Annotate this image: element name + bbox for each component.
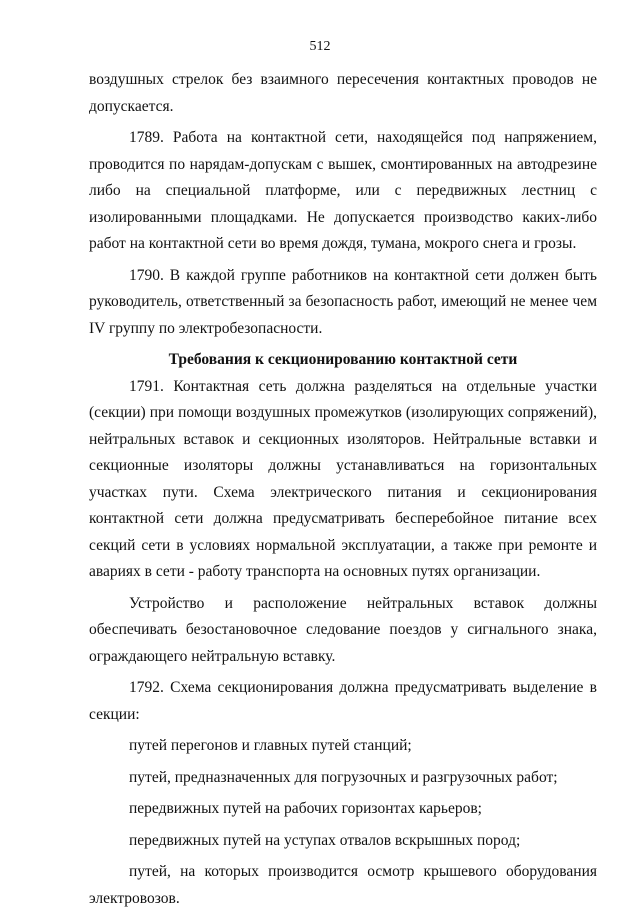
paragraph-1792: 1792. Схема секционирования должна предусматривать выделение в секции: bbox=[89, 679, 597, 723]
document-body bbox=[89, 67, 597, 912]
list-item-inspection-tracks: путей, на которых производится осмотр крышевого оборудования электровозов. bbox=[89, 863, 597, 907]
paragraph-1790: 1790. В каждой группе работников на контактной сети должен быть руководитель, ответственный за безопасность работ, имеющий не менее чем IV группу по электробезопасности. bbox=[89, 266, 597, 337]
paragraph-neutral-inserts: Устройство и расположение нейтральных вставок должны обеспечивать безостановочное следование поездов у сигнального знака, ограждающего нейтральную вставку. bbox=[89, 594, 597, 665]
page-number: 512 bbox=[309, 39, 331, 54]
section-heading: Требования к секционированию контактной сети bbox=[168, 351, 518, 368]
list-item-quarry-tracks: передвижных путей на рабочих горизонтах карьеров; bbox=[129, 800, 482, 817]
list-item-dump-tracks: передвижных путей на уступах отвалов вскрышных пород; bbox=[129, 831, 521, 849]
paragraph-continuation: воздушных стрелок без взаимного пересечения контактных проводов не допускается. bbox=[89, 71, 597, 115]
paragraph-1791: 1791. Контактная сеть должна разделяться на отдельные участки (секции) при помощи воздушных промежутков (изолирующих сопряжений), нейтральных вставок и секционных изоляторов. Нейтральные вставки и секционные изоляторы должны устанавливаться на горизонтальных участках пути. Схема электрического питания и секционирования контактной сети должна предусматривать бесперебойное питание всех секций сети в условиях нормальной эксплуатации, а также при ремонте и авариях в сети - работу транспорта на основных путях организации. bbox=[89, 377, 597, 580]
list-item-stage-tracks: путей перегонов и главных путей станций; bbox=[129, 737, 412, 754]
paragraph-1789: 1789. Работа на контактной сети, находящейся под напряжением, проводится по нарядам-допускам с вышек, смонтированных на автодрезине либо на специальной платформе, или с передвижных лестниц с изолированными площадками. Не допускается производство каких-либо работ на контактной сети во время дождя, тумана, мокрого снега и грозы. bbox=[89, 129, 597, 252]
list-item-loading-tracks: путей, предназначенных для погрузочных и разгрузочных работ; bbox=[129, 768, 558, 786]
